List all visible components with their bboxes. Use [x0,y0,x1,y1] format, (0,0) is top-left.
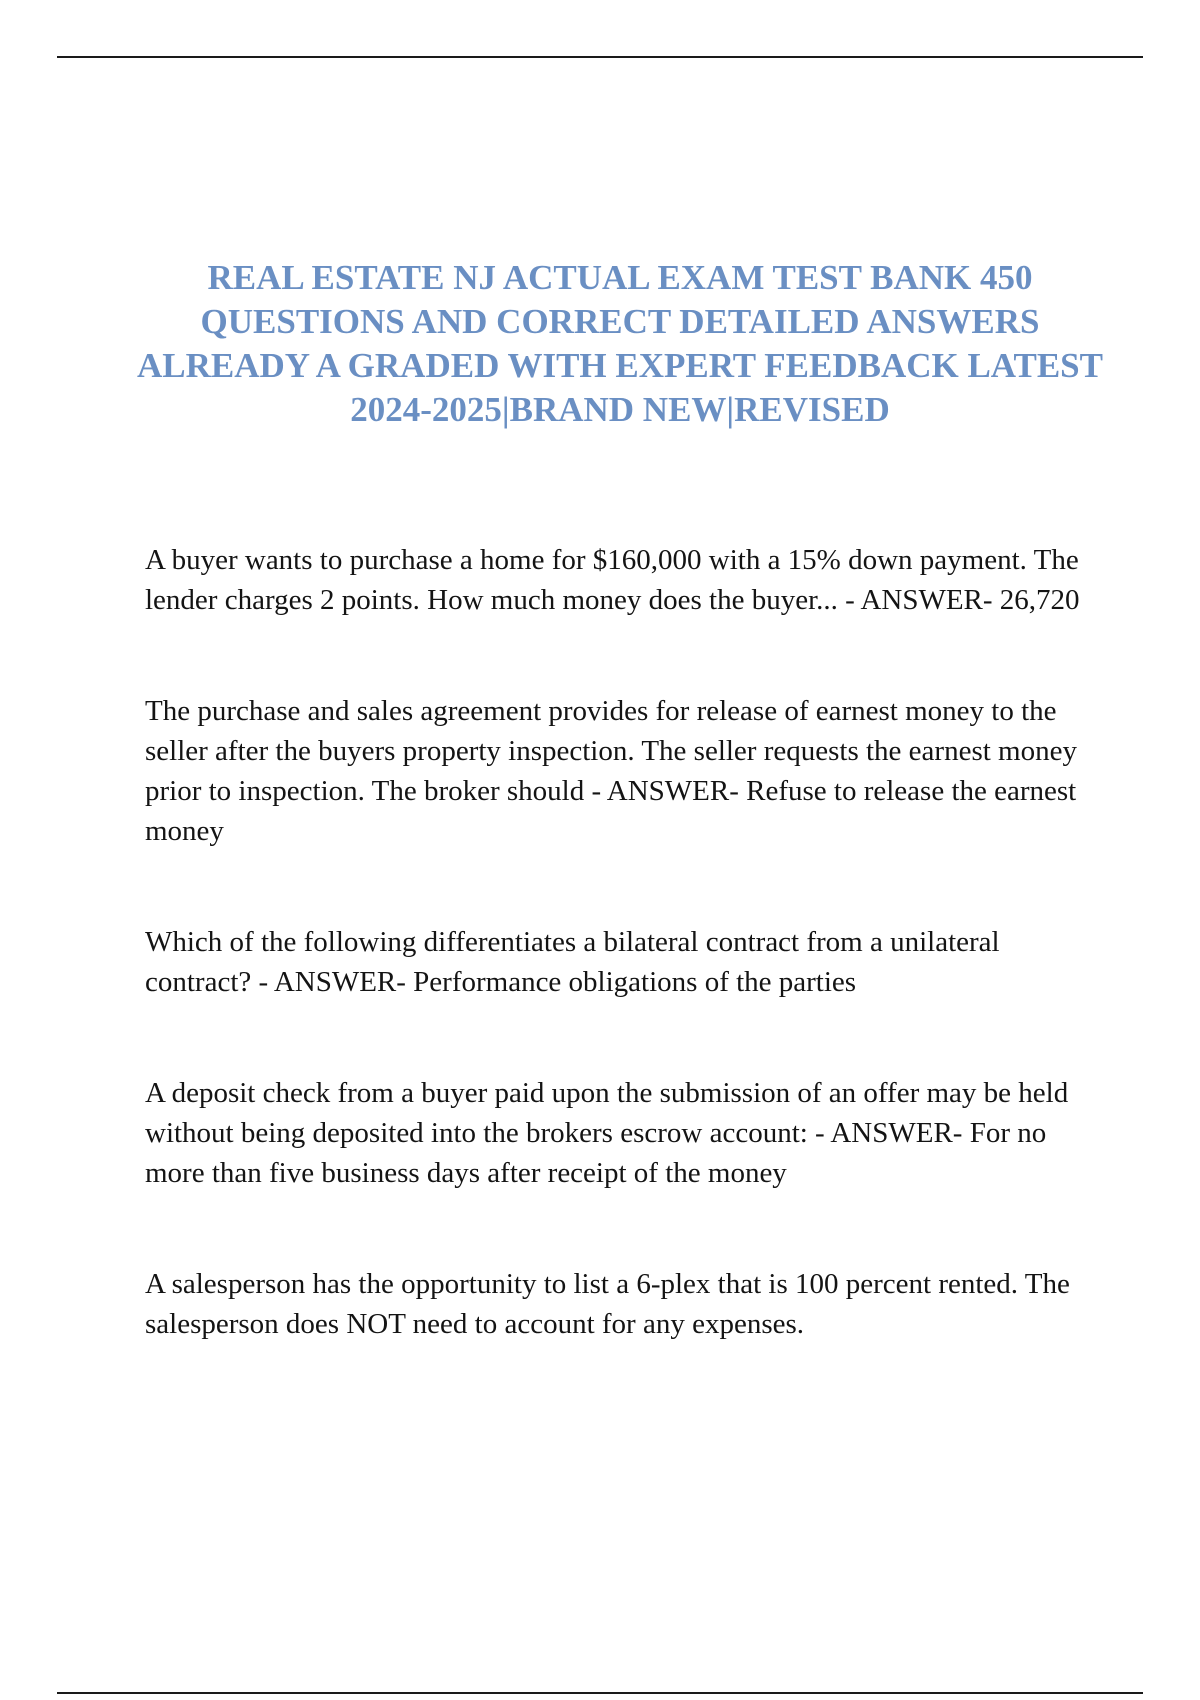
bottom-divider [57,1692,1143,1694]
question-item-2: The purchase and sales agreement provides for release of earnest money to the seller after the buyers property inspection. The seller requests the earnest money prior to inspection. The broker should - ANSWER- Refuse to release the earnest money [145,695,1077,847]
top-divider [57,56,1143,58]
question-item-3: Which of the following differentiates a bilateral contract from a unilateral contract? - ANSWER- Performance obligations of the parties [145,926,1000,998]
question-item-1: A buyer wants to purchase a home for $160,000 with a 15% down payment. The lender charges 2 points. How much money does the buyer... - ANSWER- 26,720 [145,544,1080,616]
document-title: REAL ESTATE NJ ACTUAL EXAM TEST BANK 450 QUESTIONS AND CORRECT DETAILED ANSWERS ALREADY A GRADED WITH EXPERT FEEDBACK LATEST 2024-2025|BRAND NEW|REVISED [136,258,1103,429]
question-item-4: A deposit check from a buyer paid upon the submission of an offer may be held without being deposited into the brokers escrow account: - ANSWER- For no more than five business days after receipt of the money [145,1077,1069,1189]
question-list [145,540,1085,1344]
question-item-5: A salesperson has the opportunity to list a 6-plex that is 100 percent rented. The salesperson does NOT need to account for any expenses. [145,1268,1070,1340]
